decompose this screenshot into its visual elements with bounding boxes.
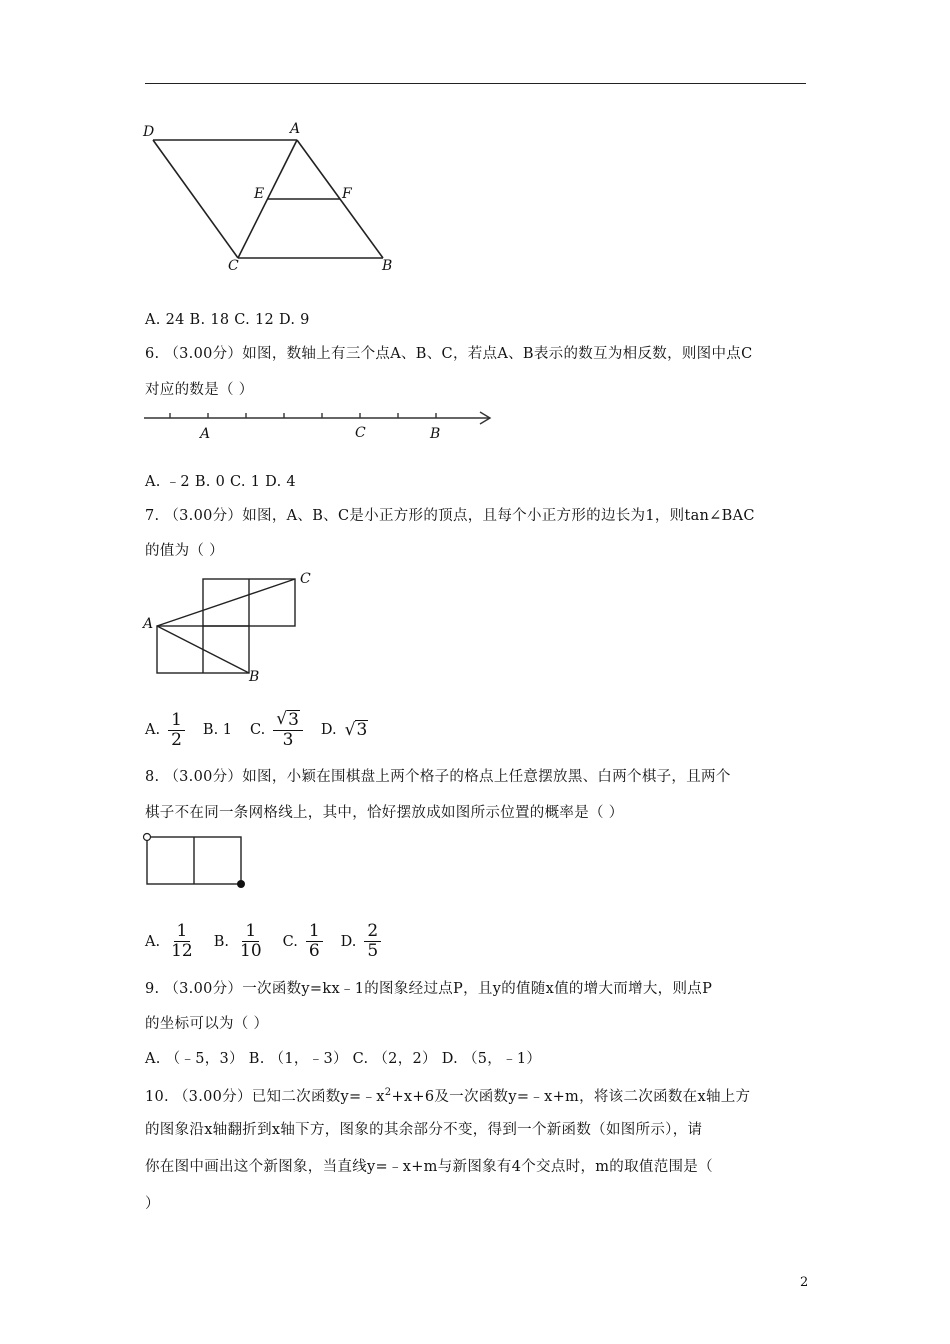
q5-parallelogram-figure [140, 118, 410, 278]
q10-text-line3: 你在图中画出这个新图象，当直线y=﹣x+m与新图象有4个交点时，m的取值范围是（ [145, 1159, 713, 1175]
q10-text-line1: 10. （3.00分）已知二次函数$y=﹣x^2+x+6$及一次函数y=﹣x+m，将该二次函数在x轴上方 [145, 1087, 751, 1105]
black-stone [237, 880, 245, 888]
q8-option-b: B. $\frac{1}{10}$ [213, 921, 262, 961]
axis-label-A: A [200, 426, 211, 442]
label-F: F [342, 186, 352, 202]
q8-text-line2: 棋子不在同一条网格线上，其中，恰好摆放成如图所示位置的概率是（ ） [145, 805, 624, 821]
label-E: E [254, 186, 265, 202]
label-B: B [382, 258, 393, 274]
header-rule [145, 83, 806, 84]
label-D: D [143, 124, 155, 140]
label-B: B [249, 669, 260, 685]
q5-options: A. 24 B. 18 C. 12 D. 9 [145, 312, 310, 328]
label-C: C [300, 571, 311, 587]
label-A: A [143, 616, 154, 632]
q8-option-c: C. $\frac{1}{6}$ [283, 922, 323, 961]
label-C: C [228, 258, 239, 274]
q7-text-line2: 的值为（ ） [145, 543, 224, 559]
q8-option-d: D. $\frac{2}{5}$ [341, 922, 382, 961]
axis-label-B: B [430, 426, 441, 442]
white-stone [144, 834, 151, 841]
q8-board-figure [140, 830, 255, 892]
q6-number-line [140, 405, 500, 445]
q9-text-line2: 的坐标可以为（ ） [145, 1016, 269, 1032]
label-A: A [290, 121, 301, 137]
q9-options: A. （﹣5，3） B. （1，﹣3） C. （2，2） D. （5，﹣1） [145, 1051, 542, 1067]
q7-options [145, 710, 386, 750]
q9-text-line1: 9. （3.00分）一次函数y=kx﹣1的图象经过点P，且y的值随x值的增大而增大，则点P [145, 981, 713, 997]
q8-text-line1: 8. （3.00分）如图，小颖在围棋盘上两个格子的格点上任意摆放黑、白两个棋子，且两个 [145, 769, 731, 785]
q7-option-a: A. $\frac{1}{2}$ [145, 711, 185, 750]
q7-option-d: D. √ 3 [320, 720, 368, 740]
q6-text-line2: 对应的数是（ ） [145, 382, 254, 398]
q7-text-line1: 7. （3.00分）如图，A、B、C是小正方形的顶点，且每个小正方形的边长为1，则tan∠BAC [145, 508, 755, 524]
q6-text-line1: 6. （3.00分）如图，数轴上有三个点A、B、C，若点A、B表示的数互为相反数，则图中点C [145, 346, 753, 362]
q8-option-a: A. $\frac{1}{12}$ [145, 921, 193, 961]
q7-option-b: B. 1 [202, 722, 233, 738]
page-number: 2 [800, 1275, 809, 1290]
q8-options [145, 922, 399, 961]
q6-options: A. ﹣2 B. 0 C. 1 D. 4 [145, 474, 296, 490]
q10-text-line4: ） [145, 1196, 160, 1212]
q10-text-line2: 的图象沿x轴翻折到x轴下方，图象的其余部分不变，得到一个新函数（如图所示），请 [145, 1122, 703, 1138]
q7-grid-figure [140, 568, 330, 688]
axis-label-C: C [355, 425, 366, 441]
q7-option-c: C. √ 3 3 [250, 710, 303, 750]
